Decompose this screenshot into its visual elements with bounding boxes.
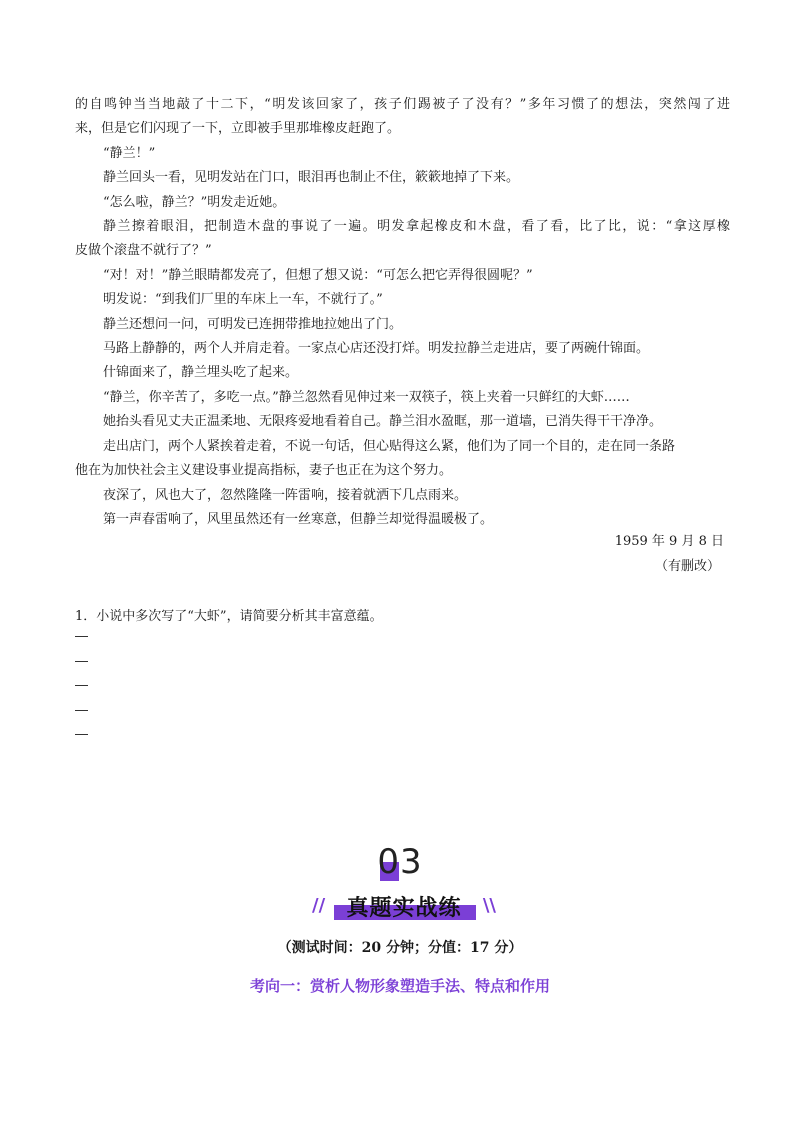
banner-slash-left-icon: //	[312, 895, 326, 916]
answer-line[interactable]	[75, 661, 88, 662]
story-line: 静兰还想问一问，可明发已连拥带推地拉她出了门。	[103, 316, 403, 332]
story-line: “静兰，你辛苦了，多吃一点。”静兰忽然看见伸过来一双筷子，筷上夹着一只鲜红的大虾……	[103, 389, 630, 405]
section-title: 真题实战练	[346, 896, 462, 921]
story-line: 第一声春雷响了，风里虽然还有一丝寒意，但静兰却觉得温暖极了。	[103, 511, 494, 527]
story-line: “对！对！”静兰眼睛都发亮了，但想了想又说：“可怎么把它弄得很圆呢？”	[103, 267, 533, 283]
story-line: 他在为加快社会主义建设事业提高指标，妻子也正在为这个努力。	[75, 463, 453, 479]
story-line: 皮做个滚盘不就行了？”	[75, 243, 212, 259]
story-line: 静兰回头一看，见明发站在门口，眼泪再也制止不住，簌簌地掉了下来。	[103, 170, 520, 186]
story-line: 什锦面来了，静兰埋头吃了起来。	[103, 365, 299, 381]
edit-note: （有删改）	[654, 559, 720, 574]
exam-direction: 考向一：赏析人物形象塑造手法、特点和作用	[249, 977, 550, 995]
story-date: 1959 年 9 月 8 日	[614, 534, 724, 549]
test-meta: （测试时间：20 分钟；分值：17 分）	[277, 940, 523, 956]
story-line: 马路上静静的，两个人并肩走着。一家点心店还没打烊。明发拉静兰走进店，要了两碗什锦面。	[103, 341, 650, 357]
story-line: 她抬头看见丈夫正温柔地、无限疼爱地看着自己。静兰泪水盈眶，那一道墙，已消失得干干净净。	[103, 414, 663, 430]
answer-lines	[75, 636, 88, 759]
story-line: “静兰！”	[103, 145, 156, 161]
story-line: 明发说：“到我们厂里的车床上一车，不就行了。”	[103, 292, 383, 308]
answer-line[interactable]	[75, 685, 88, 686]
story-line: 夜深了，风也大了，忽然隆隆一阵雷响，接着就洒下几点雨来。	[103, 487, 468, 503]
story-line: “怎么啦，静兰？”明发走近她。	[103, 194, 286, 210]
answer-line[interactable]	[75, 710, 88, 711]
question-1: 1．小说中多次写了“大虾”，请简要分析其丰富意蕴。	[75, 609, 383, 624]
story-line: 走出店门，两个人紧挨着走着，不说一句话，但心贴得这么紧，他们为了同一个目的，走在同一条路	[103, 438, 676, 454]
answer-line[interactable]	[75, 636, 88, 637]
section-banner	[312, 891, 496, 923]
story-line: 来，但是它们闪现了一下，立即被手里那堆橡皮赶跑了。	[75, 121, 401, 137]
story-line: 的自鸣钟当当地敲了十二下，“明发该回家了，孩子们踢被子了没有？”多年习惯了的想法，突然闯了进	[75, 97, 730, 112]
banner-slash-right-icon: \\	[482, 895, 496, 916]
story-line: 静兰擦着眼泪，把制造木盘的事说了一遍。明发拿起橡皮和木盘，看了看，比了比，说：“拿这厚橡	[103, 219, 730, 235]
story-text	[75, 93, 730, 532]
answer-line[interactable]	[75, 734, 88, 735]
section-number: 03	[377, 842, 423, 882]
